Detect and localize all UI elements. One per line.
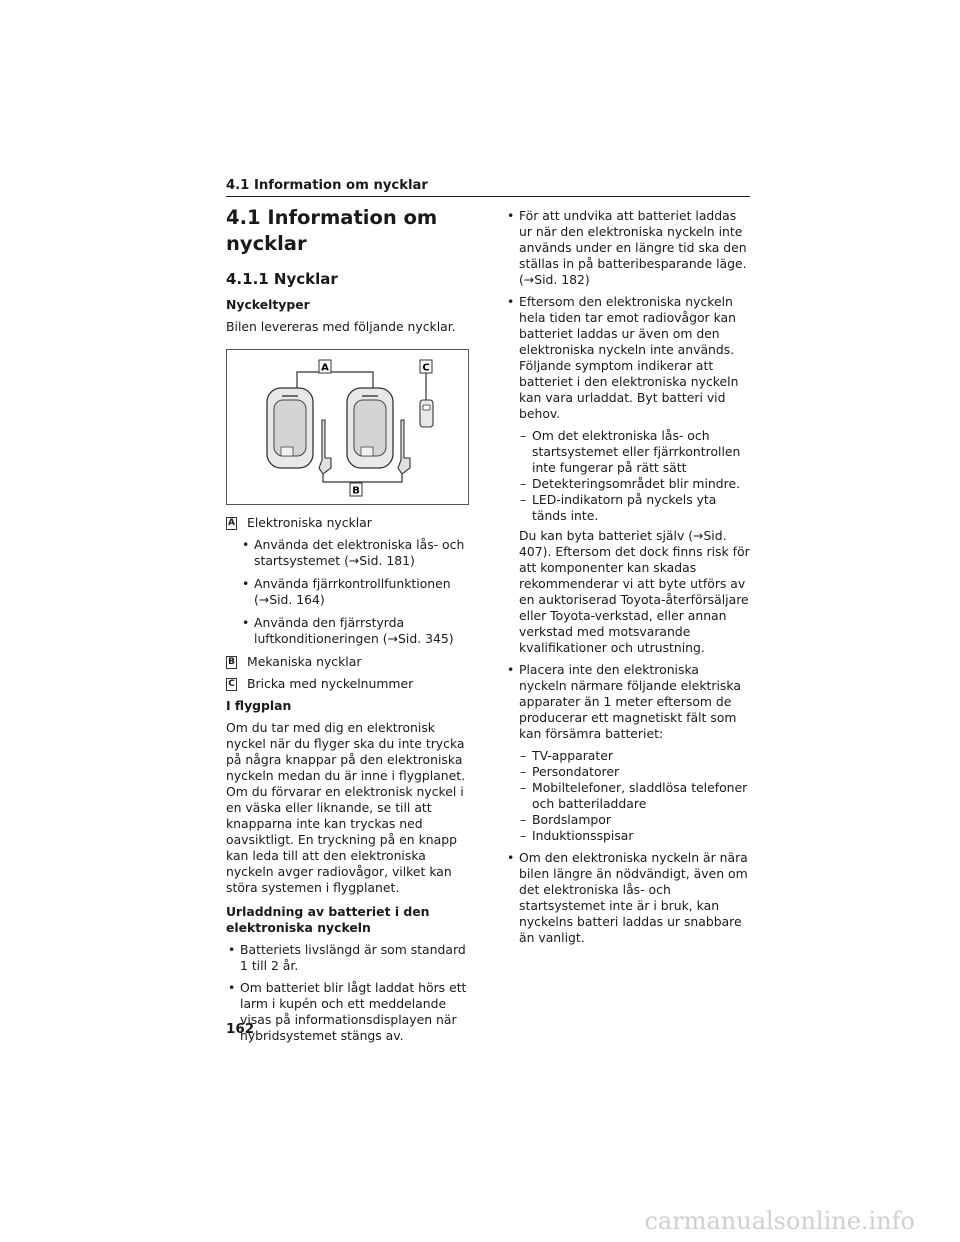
legend-a: [226, 515, 471, 531]
mechanical-key-2: [398, 420, 410, 474]
list-item: • Använda fjärrkontrollfunktionen (→Sid. 164): [240, 576, 471, 608]
mechanical-key-1: [319, 420, 331, 474]
list-item: • Om batteriet blir lågt laddat hörs ett larm i kupén och ett meddelande visas på informationsdisplayen när hybridsystemet stängs av.: [226, 980, 471, 1044]
left-column: [226, 205, 471, 1050]
discharge-heading: Urladdning av batteriet i den elektroniska nyckeln: [226, 904, 430, 935]
key-number-tag: [420, 400, 433, 427]
keys-figure: [226, 349, 469, 505]
list-item: • Batteriets livslängd är som standard 1 till 2 år.: [226, 942, 471, 974]
legend-b-text: Mekaniska nycklar: [247, 654, 362, 669]
running-header: 4.1 Information om nycklar: [226, 178, 750, 197]
keys-illustration: [227, 350, 468, 504]
airplane-heading: I flygplan: [226, 698, 292, 713]
list-item: • Använda den fjärrstyrda luftkonditioneringen (→Sid. 345): [240, 615, 471, 647]
tag-b: B: [226, 656, 237, 669]
legend-c: [226, 676, 471, 692]
list-item: • Använda det elektroniska lås- och startsystemet (→Sid. 181): [240, 537, 471, 569]
legend-c-text: Bricka med nyckelnummer: [247, 676, 414, 691]
list-item: • Om den elektroniska nyckeln är nära bilen längre än nödvändigt, även om det elektroniska lås- och startsystemet inte är i bruk, kan nyckelns batteri laddas ur snabbare än vanligt.: [505, 850, 750, 946]
dash-item: – TV-apparater: [505, 748, 750, 764]
tag-c: C: [226, 678, 237, 691]
dash-item: – Induktionsspisar: [505, 828, 750, 844]
dash-item: – Persondatorer: [505, 764, 750, 780]
watermark: carmanualsonline.info: [644, 1207, 915, 1235]
tag-a: A: [226, 517, 237, 530]
right-column: [505, 208, 750, 952]
dash-item: – Om det elektroniska lås- och startsystemet eller fjärrkontrollen inte fungerar på rätt sätt: [505, 428, 750, 476]
electronic-key-2: [347, 388, 393, 468]
dash-item: – LED-indikatorn på nyckels yta tänds inte.: [505, 492, 750, 524]
label-a: A: [321, 362, 329, 374]
dash-item: – Detekteringsområdet blir mindre.: [505, 476, 750, 492]
list-item: • Placera inte den elektroniska nyckeln närmare följande elektriska apparater än 1 meter eftersom de producerar ett magnetiskt fält som kan försämra batteriet:: [505, 662, 750, 742]
dash-item: – Bordslampor: [505, 812, 750, 828]
section-title: 4.1 Information om nycklar: [226, 206, 438, 255]
label-c: C: [422, 362, 430, 374]
legend-a-text: Elektroniska nycklar: [247, 515, 372, 530]
list-item: • Eftersom den elektroniska nyckeln hela tiden tar emot radiovågor kan batteriet laddas ur även om den elektroniska nyckeln inte används. Följande symptom indikerar att batteriet i den elektroniska nyckeln kan vara urladdat. Byt batteri vid behov.: [505, 294, 750, 422]
key-types-heading: Nyckeltyper: [226, 297, 310, 312]
dash-item: – Mobiltelefoner, sladdlösa telefoner och batteriladdare: [505, 780, 750, 812]
subsection-title: 4.1.1 Nycklar: [226, 270, 338, 288]
electronic-key-1: [267, 388, 313, 468]
airplane-text: Om du tar med dig en elektronisk nyckel när du flyger ska du inte trycka på några knappar på den elektroniska nyckeln medan du är inne i flygplanet. Om du förvarar en elektronisk nyckel i en väska eller liknande, se till att knapparna inte kan tryckas ned oavsiktligt. En tryckning på en knapp kan leda till att den elektroniska nyckeln avger radiovågor, vilket kan störa systemen i flygplanet.: [226, 720, 466, 895]
battery-replace-text: Du kan byta batteriet själv (→Sid. 407). Eftersom det dock finns risk för att komponenter kan skadas rekommenderar vi att byte utförs av en auktoriserad Toyota-återförsäljare eller Toyota-verkstad, eller annan verkstad med motsvarande kvalifikationer och utrustning.: [519, 528, 750, 655]
label-b: B: [352, 485, 360, 497]
list-item: • För att undvika att batteriet laddas ur när den elektroniska nyckeln inte används under en längre tid ska den ställas in på batteribesparande läge. (→Sid. 182): [505, 208, 750, 288]
legend-a-items: [226, 537, 471, 647]
legend-b: [226, 654, 471, 670]
page-number: 162: [226, 1021, 255, 1037]
intro-text: Bilen levereras med följande nycklar.: [226, 319, 456, 334]
